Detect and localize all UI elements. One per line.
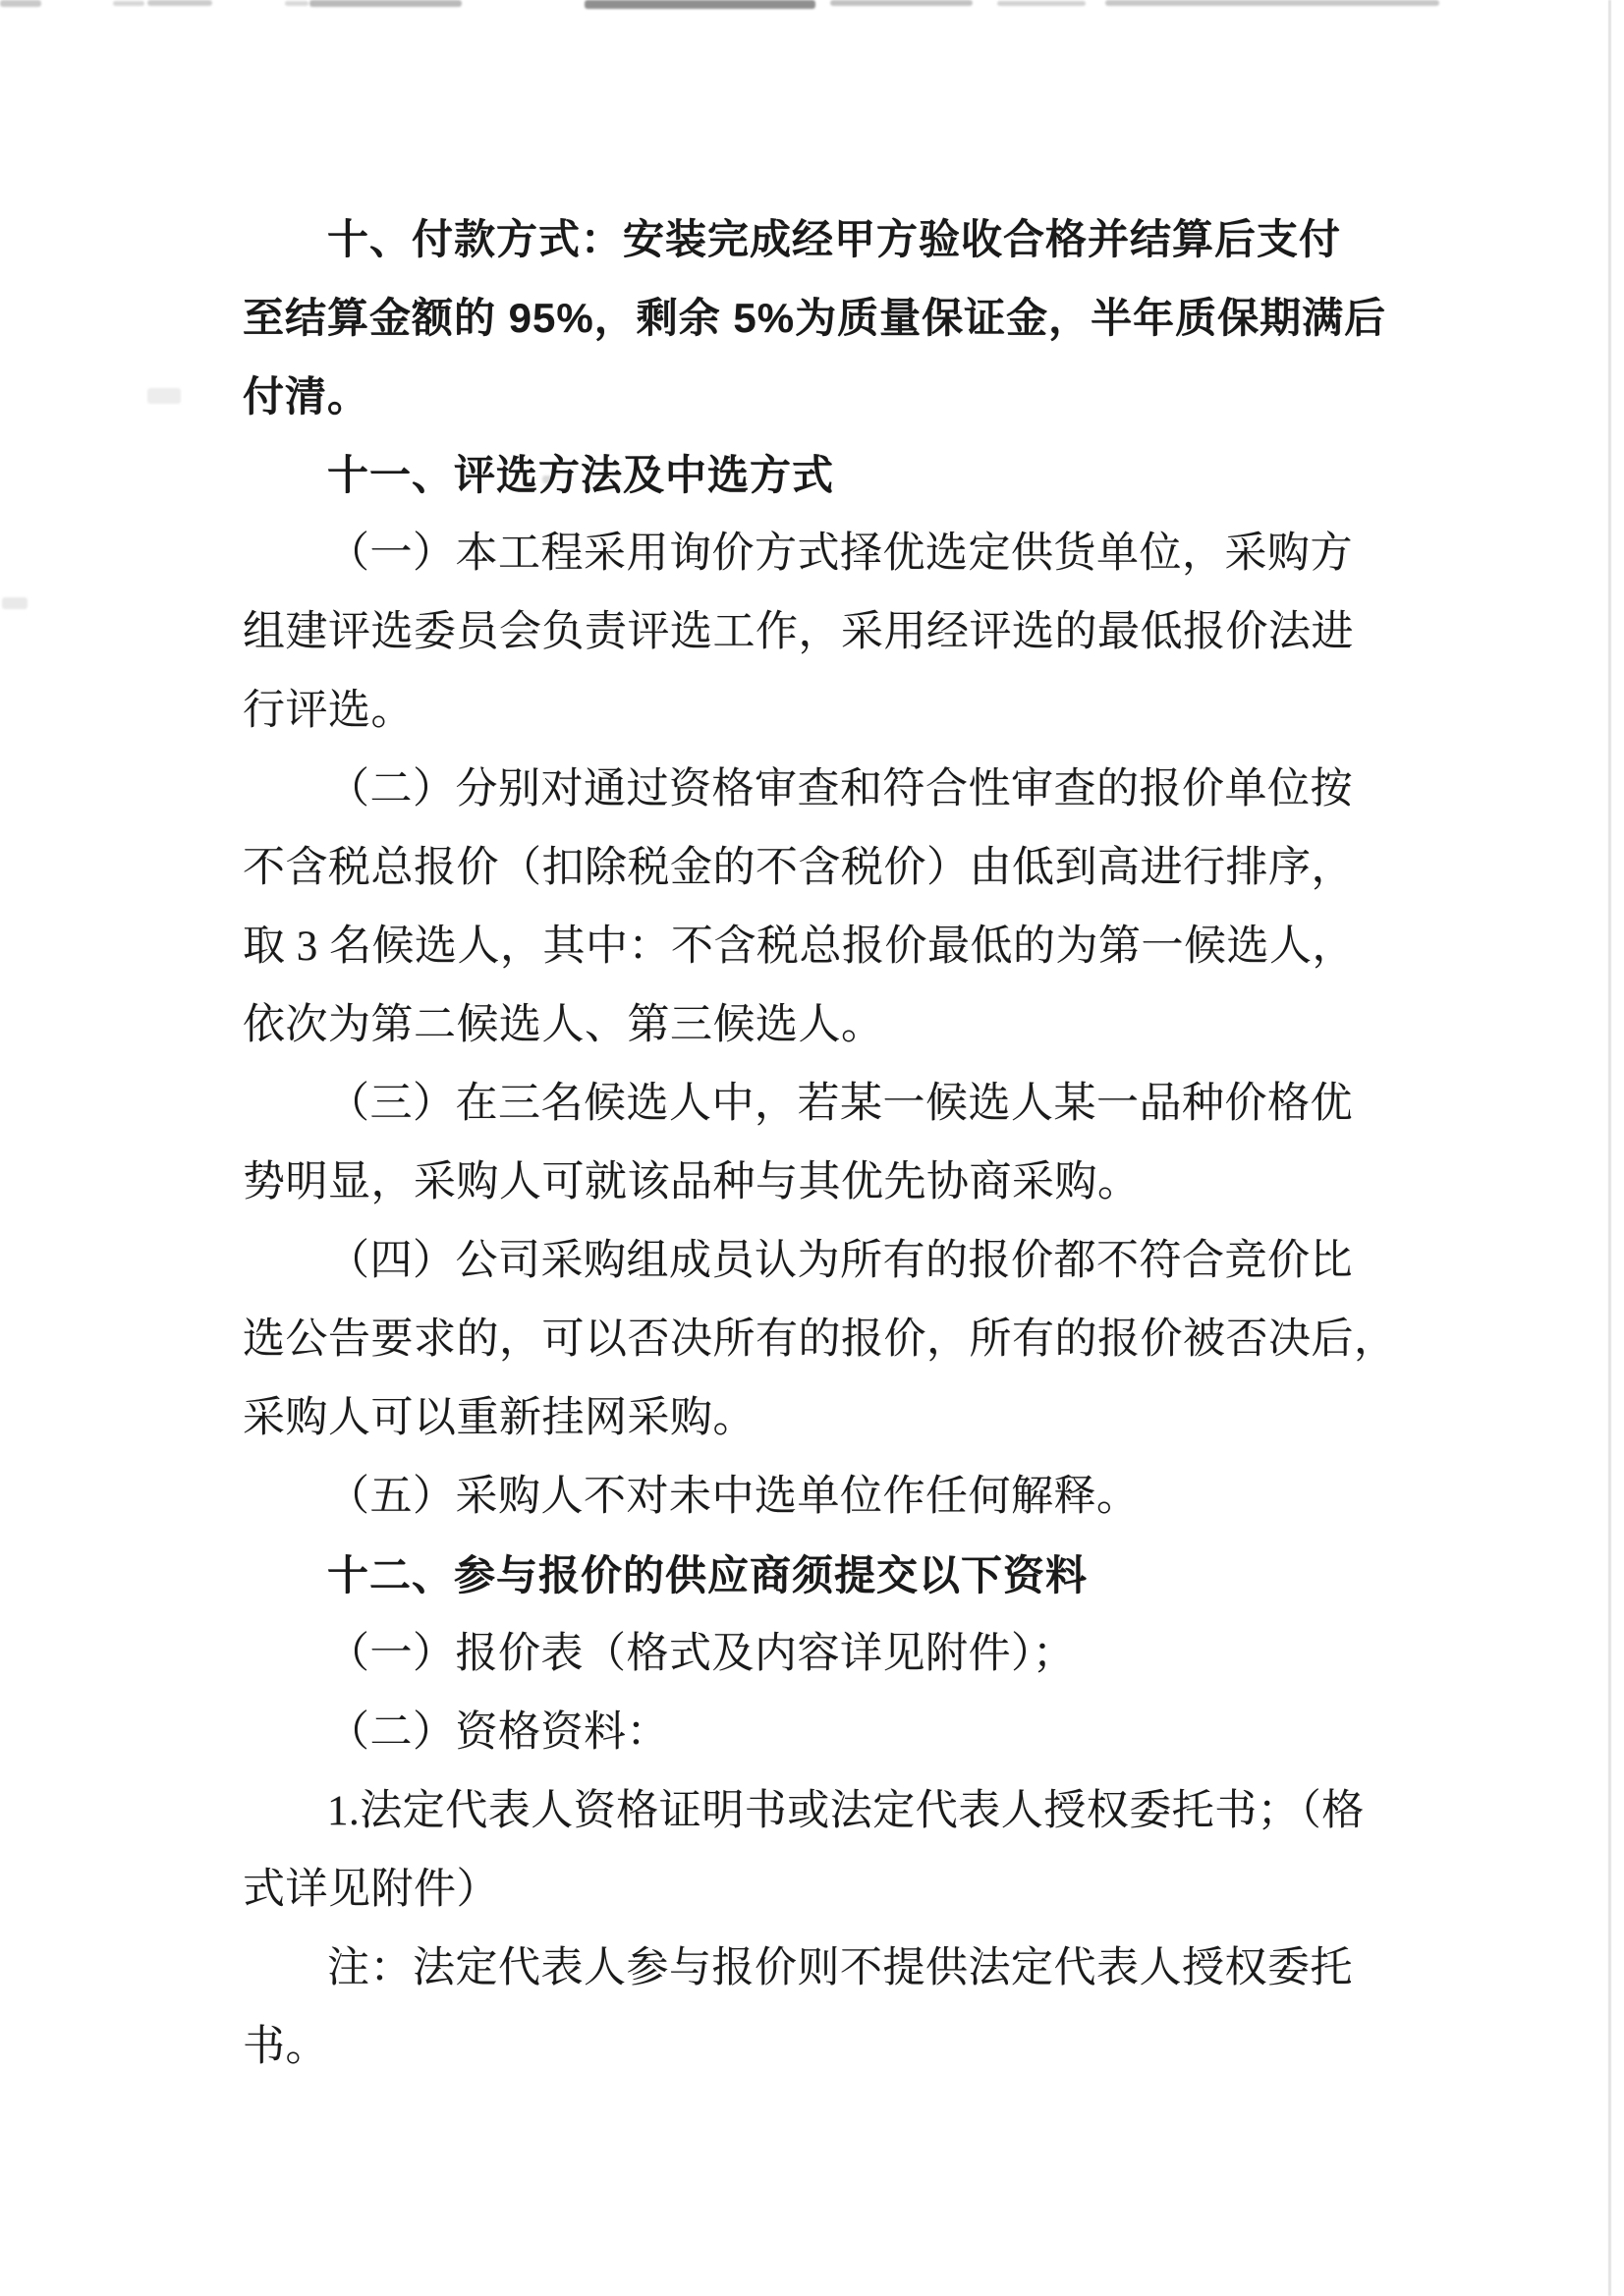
text-line: 式详见附件） xyxy=(243,1867,499,1913)
text-line: 不含税总报价（扣除税金的不含税价）由低到高进行排序， xyxy=(243,845,1354,891)
text-line: （三）在三名候选人中，若某一候选人某一品种价格优 xyxy=(327,1081,1353,1127)
text-line: （一）报价表（格式及内容详见附件）； xyxy=(327,1631,1076,1677)
text-line: （二）分别对通过资格审查和符合性审查的报价单位按 xyxy=(327,766,1353,812)
text-line: （五）采购人不对未中选单位作任何解释。 xyxy=(327,1474,1140,1520)
text-line: 取 3 名候选人，其中：不含税总报价最低的为第一候选人， xyxy=(243,924,1355,970)
text-line: 选公告要求的，可以否决所有的报价，所有的报价被否决后， xyxy=(243,1316,1397,1363)
text-line: 采购人可以重新挂网采购。 xyxy=(243,1395,756,1441)
text-line: 书。 xyxy=(243,2024,328,2070)
text-line: 至结算金额的 95%，剩余 5%为质量保证金，半年质保期满后 xyxy=(243,295,1387,341)
text-line: 组建评选委员会负责评选工作，采用经评选的最低报价法进 xyxy=(243,609,1354,655)
text-line: 十、付款方式：安装完成经甲方验收合格并结算后支付 xyxy=(327,216,1342,262)
text-line: （二）资格资料： xyxy=(327,1709,669,1756)
text-line: 1.法定代表人资格证明书或法定代表人授权委托书；（格 xyxy=(327,1788,1365,1834)
text-line: 依次为第二候选人、第三候选人。 xyxy=(243,1002,884,1048)
text-line: 行评选。 xyxy=(243,688,414,734)
text-line: 十一、评选方法及中选方式 xyxy=(327,452,835,498)
text-line: 付清。 xyxy=(243,373,370,420)
text-line: 注：法定代表人参与报价则不提供法定代表人授权委托 xyxy=(327,1945,1353,1991)
text-line: （四）公司采购组成员认为所有的报价都不符合竞价比 xyxy=(327,1238,1353,1284)
text-line: 十二、参与报价的供应商须提交以下资料 xyxy=(327,1552,1089,1598)
text-line: （一）本工程采用询价方式择优选定供货单位，采购方 xyxy=(327,531,1353,577)
text-line: 势明显，采购人可就该品种与其优先协商采购。 xyxy=(243,1159,1141,1205)
